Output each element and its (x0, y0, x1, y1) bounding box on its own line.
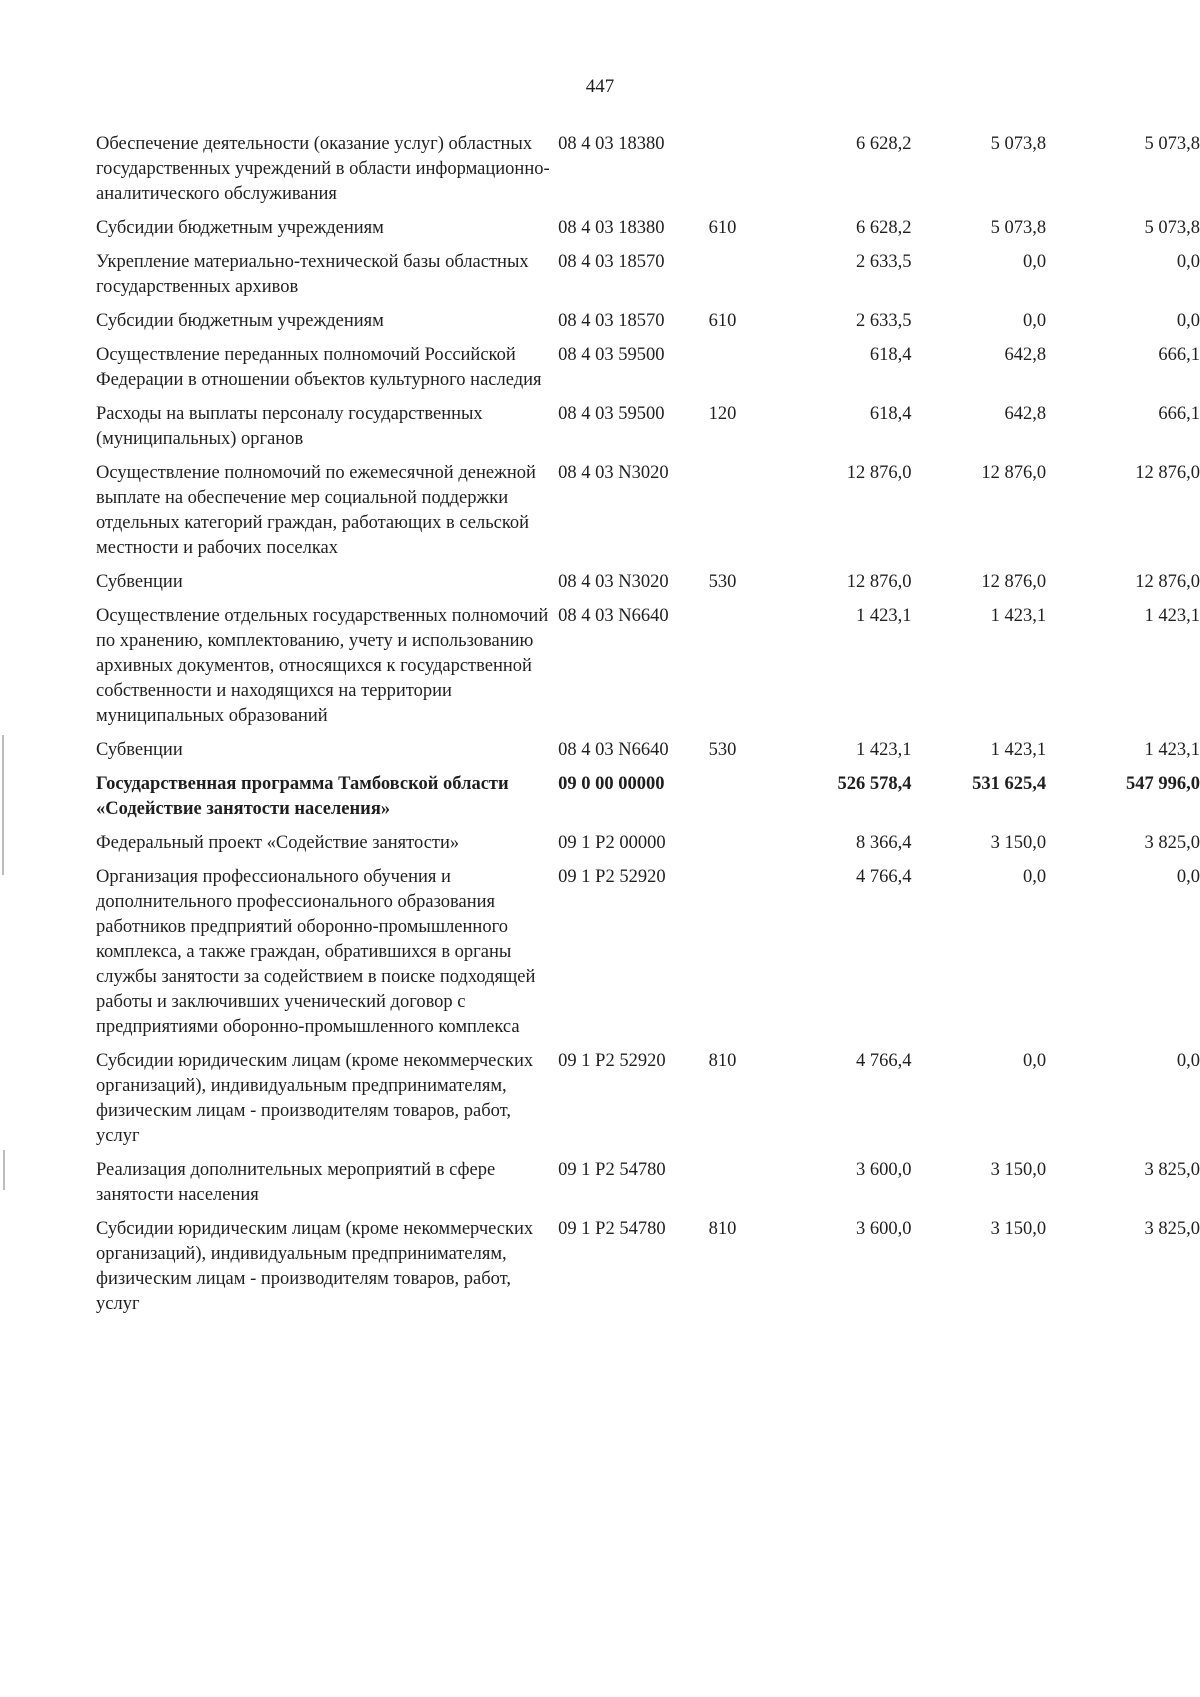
row-expense-type: 120 (708, 404, 737, 424)
row-code: 08 4 03 18570 (558, 252, 665, 272)
row-value-year3: 547 996,0 (1126, 774, 1200, 794)
row-value-year3: 5 073,8 (1144, 218, 1200, 238)
row-name: Субсидии бюджетным учреждениям (96, 218, 384, 238)
row-code: 08 4 03 N6640 (558, 606, 669, 626)
row-value-year3: 0,0 (1176, 311, 1200, 331)
row-value-year1: 4 766,4 (856, 1051, 912, 1071)
table-row (96, 343, 1200, 402)
row-value-year1: 618,4 (869, 404, 912, 424)
row-expense-type (709, 604, 777, 738)
row-value-year1: 3 600,0 (856, 1219, 912, 1239)
row-value-year1: 618,4 (869, 345, 912, 365)
row-code: 08 4 03 18380 (558, 218, 665, 238)
row-name: Укрепление материально-технической базы областных государственных архивов (96, 252, 529, 297)
table-row (96, 1049, 1200, 1158)
row-expense-type (709, 343, 777, 402)
table-row (96, 831, 1200, 865)
table-row (96, 772, 1200, 831)
row-code: 08 4 03 N3020 (558, 463, 669, 483)
row-name: Государственная программа Тамбовской области «Содействие занятости населения» (96, 774, 509, 819)
row-code: 09 1 P2 54780 (558, 1160, 666, 1180)
row-name: Федеральный проект «Содействие занятости» (96, 833, 460, 853)
page-number: 447 (585, 76, 615, 97)
table-row (96, 132, 1200, 216)
row-value-year1: 12 876,0 (846, 463, 912, 483)
row-code: 09 1 P2 52920 (558, 867, 666, 887)
row-value-year2: 531 625,4 (972, 774, 1047, 794)
row-value-year2: 0,0 (1023, 867, 1047, 887)
row-expense-type (709, 461, 777, 570)
row-value-year1: 12 876,0 (846, 572, 912, 592)
row-value-year2: 642,8 (1004, 345, 1047, 365)
row-expense-type: 530 (708, 572, 737, 592)
row-value-year3: 0,0 (1176, 1051, 1200, 1071)
row-name: Субвенции (96, 740, 183, 760)
row-name: Осуществление полномочий по ежемесячной денежной выплате на обеспечение мер социальной поддержки отдельных категорий граждан, работающих в сельской местности и рабочих поселках (96, 463, 536, 558)
row-expense-type: 810 (708, 1051, 737, 1071)
row-value-year2: 3 150,0 (990, 1219, 1047, 1239)
row-code: 08 4 03 59500 (558, 345, 665, 365)
row-value-year3: 3 825,0 (1144, 833, 1200, 853)
row-value-year1: 2 633,5 (856, 311, 912, 331)
budget-table (96, 132, 1200, 1326)
row-expense-type (709, 831, 777, 865)
row-name: Обеспечение деятельности (оказание услуг) областных государственных учреждений в области информационно-аналитического обслуживания (96, 134, 550, 204)
table-row (96, 604, 1200, 738)
row-value-year3: 12 876,0 (1135, 572, 1200, 592)
row-code: 09 1 P2 52920 (558, 1051, 666, 1071)
row-value-year3: 1 423,1 (1144, 606, 1200, 626)
row-name: Реализация дополнительных мероприятий в сфере занятости населения (96, 1160, 496, 1205)
table-row (96, 865, 1200, 1049)
row-code: 08 4 03 59500 (558, 404, 665, 424)
row-name: Расходы на выплаты персоналу государственных (муниципальных) органов (96, 404, 483, 449)
row-value-year2: 1 423,1 (990, 740, 1047, 760)
row-value-year1: 1 423,1 (856, 606, 912, 626)
row-name: Субсидии юридическим лицам (кроме некоммерческих организаций), индивидуальным предпринимателям, физическим лицам - производителям товаров, работ, услуг (96, 1051, 534, 1146)
row-code: 08 4 03 18570 (558, 311, 665, 331)
row-value-year1: 4 766,4 (856, 867, 912, 887)
row-code: 08 4 03 18380 (558, 134, 665, 154)
table-row (96, 1158, 1200, 1217)
row-value-year3: 0,0 (1176, 252, 1200, 272)
row-expense-type (709, 865, 777, 1049)
row-value-year2: 1 423,1 (990, 606, 1047, 626)
table-row (96, 216, 1200, 250)
row-value-year3: 666,1 (1158, 404, 1200, 424)
row-expense-type (709, 1158, 777, 1217)
row-name: Осуществление отдельных государственных полномочий по хранению, комплектованию, учету и использованию архивных документов, относящихся к государственной собственности и находящихся на территории муниципальных образований (96, 606, 549, 726)
row-code: 09 0 00 00000 (558, 774, 665, 794)
row-expense-type (709, 250, 777, 309)
row-value-year2: 3 150,0 (990, 1160, 1047, 1180)
row-code: 08 4 03 N3020 (558, 572, 669, 592)
row-expense-type: 610 (708, 311, 737, 331)
table-row (96, 250, 1200, 309)
row-code: 09 1 P2 54780 (558, 1219, 666, 1239)
table-row (96, 738, 1200, 772)
scan-edge-mark (2, 735, 4, 875)
row-value-year1: 3 600,0 (856, 1160, 912, 1180)
row-expense-type (709, 772, 777, 831)
row-name: Организация профессионального обучения и дополнительного профессионального образования работников предприятий оборонно-промышленного комплекса, а также граждан, обратившихся в органы службы занятости за содействием в поиске подходящей работы и заключивших ученический договор с предприятиями оборонно-промышленного комплекса (96, 867, 536, 1037)
row-value-year1: 6 628,2 (856, 134, 912, 154)
row-value-year2: 12 876,0 (981, 572, 1047, 592)
table-row (96, 1217, 1200, 1326)
table-row (96, 461, 1200, 570)
row-value-year2: 3 150,0 (990, 833, 1047, 853)
row-code: 08 4 03 N6640 (558, 740, 669, 760)
row-value-year2: 5 073,8 (990, 134, 1047, 154)
row-value-year3: 3 825,0 (1144, 1160, 1200, 1180)
row-code: 09 1 P2 00000 (558, 833, 666, 853)
row-value-year2: 0,0 (1023, 252, 1047, 272)
row-value-year2: 0,0 (1023, 1051, 1047, 1071)
row-value-year1: 526 578,4 (837, 774, 912, 794)
row-value-year2: 12 876,0 (981, 463, 1047, 483)
row-expense-type (709, 132, 777, 216)
row-name: Субсидии бюджетным учреждениям (96, 311, 384, 331)
row-expense-type: 530 (708, 740, 737, 760)
row-name: Субсидии юридическим лицам (кроме некоммерческих организаций), индивидуальным предпринимателям, физическим лицам - производителям товаров, работ, услуг (96, 1219, 534, 1314)
row-expense-type: 610 (708, 218, 737, 238)
table-row (96, 570, 1200, 604)
scan-edge-mark (3, 1150, 5, 1190)
row-value-year1: 6 628,2 (856, 218, 912, 238)
row-value-year1: 2 633,5 (856, 252, 912, 272)
row-value-year3: 3 825,0 (1144, 1219, 1200, 1239)
row-value-year1: 8 366,4 (856, 833, 912, 853)
row-name: Осуществление переданных полномочий Российской Федерации в отношении объектов культурного наследия (96, 345, 542, 390)
row-value-year2: 0,0 (1023, 311, 1047, 331)
row-expense-type: 810 (708, 1219, 737, 1239)
table-body (96, 132, 1200, 1326)
row-value-year3: 0,0 (1176, 867, 1200, 887)
table-row (96, 402, 1200, 461)
row-value-year3: 666,1 (1158, 345, 1200, 365)
row-name: Субвенции (96, 572, 183, 592)
table-row (96, 309, 1200, 343)
row-value-year3: 5 073,8 (1144, 134, 1200, 154)
row-value-year2: 642,8 (1004, 404, 1047, 424)
row-value-year2: 5 073,8 (990, 218, 1047, 238)
row-value-year3: 1 423,1 (1144, 740, 1200, 760)
row-value-year1: 1 423,1 (856, 740, 912, 760)
row-value-year3: 12 876,0 (1135, 463, 1200, 483)
